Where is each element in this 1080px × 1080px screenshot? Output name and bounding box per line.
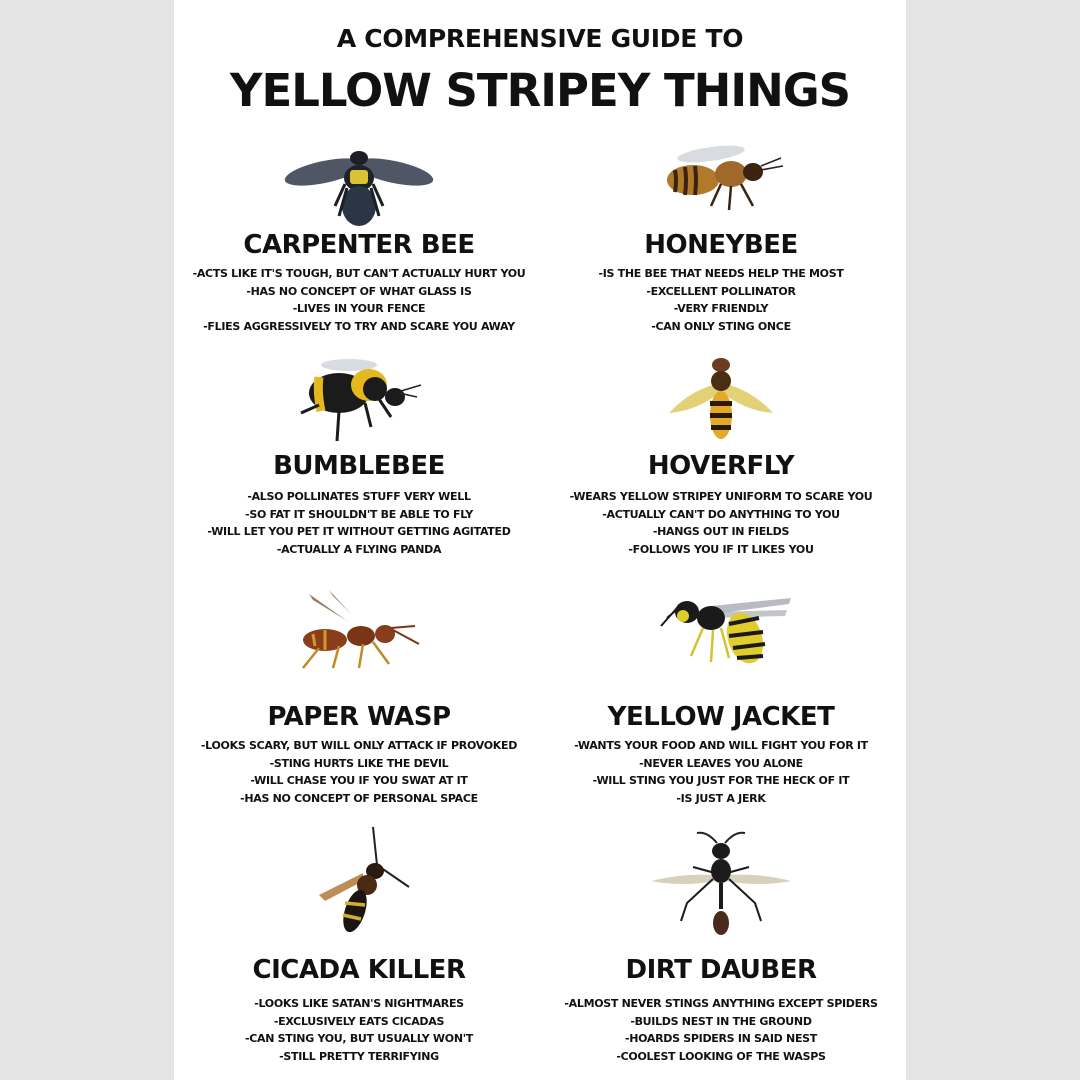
fact-line: -WILL CHASE YOU IF YOU SWAT AT IT bbox=[250, 774, 468, 787]
fact-line: -WILL LET YOU PET IT WITHOUT GETTING AGITATED bbox=[207, 525, 511, 538]
fact-line: -LOOKS SCARY, BUT WILL ONLY ATTACK IF PROVOKED bbox=[200, 739, 518, 752]
fact-line: -EXCLUSIVELY EATS CICADAS bbox=[273, 1014, 445, 1028]
fact-line: -HAS NO CONCEPT OF WHAT GLASS IS bbox=[246, 284, 472, 298]
fact-line: -COOLEST LOOKING OF THE WASPS bbox=[616, 1049, 826, 1063]
fact-line: -ACTUALLY CAN'T DO ANYTHING TO YOU bbox=[602, 507, 840, 521]
insect-name: CICADA KILLER bbox=[252, 955, 466, 985]
insect-name: BUMBLEBEE bbox=[273, 451, 445, 481]
honeybee-icon bbox=[641, 140, 801, 230]
insect-facts bbox=[174, 265, 544, 335]
poster-title: YELLOW STRIPEY THINGS bbox=[229, 64, 851, 117]
hoverfly-icon bbox=[641, 355, 801, 445]
fact-line: -ACTUALLY A FLYING PANDA bbox=[276, 542, 442, 556]
insect-name: HONEYBEE bbox=[644, 230, 798, 260]
fact-line: -STING HURTS LIKE THE DEVIL bbox=[269, 756, 449, 770]
insect-name: DIRT DAUBER bbox=[625, 955, 817, 985]
insect-facts bbox=[174, 488, 544, 558]
fact-line: -HANGS OUT IN FIELDS bbox=[652, 525, 790, 538]
fact-line: -NEVER LEAVES YOU ALONE bbox=[639, 756, 803, 770]
fact-line: -FLIES AGGRESSIVELY TO TRY AND SCARE YOU AWAY bbox=[203, 319, 515, 333]
fact-line: -ALSO POLLINATES STUFF VERY WELL bbox=[247, 490, 471, 503]
fact-line: -IS THE BEE THAT NEEDS HELP THE MOST bbox=[598, 267, 844, 280]
cicada-killer-icon bbox=[279, 815, 439, 945]
poster-subtitle: A COMPREHENSIVE GUIDE TO bbox=[336, 24, 744, 53]
insect-name: YELLOW JACKET bbox=[607, 702, 835, 732]
insect-name: CARPENTER BEE bbox=[243, 230, 475, 260]
fact-line: -WILL STING YOU JUST FOR THE HECK OF IT bbox=[592, 774, 850, 787]
insect-facts bbox=[536, 265, 906, 335]
bumblebee-icon bbox=[279, 355, 439, 445]
yellow-jacket-icon bbox=[641, 578, 801, 688]
fact-line: -BUILDS NEST IN THE GROUND bbox=[630, 1014, 812, 1028]
fact-line: -HOARDS SPIDERS IN SAID NEST bbox=[624, 1032, 817, 1045]
fact-line: -CAN ONLY STING ONCE bbox=[651, 319, 791, 333]
insect-facts bbox=[174, 737, 544, 807]
fact-line: -WEARS YELLOW STRIPEY UNIFORM TO SCARE YOU bbox=[569, 490, 873, 503]
fact-line: -FOLLOWS YOU IF IT LIKES YOU bbox=[628, 542, 814, 556]
paper-wasp-icon bbox=[279, 578, 439, 688]
insect-name: PAPER WASP bbox=[267, 702, 451, 732]
fact-line: -SO FAT IT SHOULDN'T BE ABLE TO FLY bbox=[245, 507, 473, 521]
fact-line: -STILL PRETTY TERRIFYING bbox=[279, 1049, 439, 1063]
fact-line: -EXCELLENT POLLINATOR bbox=[646, 284, 796, 298]
fact-line: -LIVES IN YOUR FENCE bbox=[292, 302, 426, 315]
insect-facts bbox=[174, 995, 544, 1065]
carpenter-bee-icon bbox=[279, 144, 439, 234]
insect-facts bbox=[536, 995, 906, 1065]
fact-line: -IS JUST A JERK bbox=[676, 791, 766, 805]
fact-line: -ACTS LIKE IT'S TOUGH, BUT CAN'T ACTUALLY HURT YOU bbox=[192, 267, 526, 280]
insect-facts bbox=[536, 737, 906, 807]
dirt-dauber-icon bbox=[641, 815, 801, 945]
fact-line: -ALMOST NEVER STINGS ANYTHING EXCEPT SPIDERS bbox=[564, 997, 878, 1010]
fact-line: -WANTS YOUR FOOD AND WILL FIGHT YOU FOR IT bbox=[574, 739, 868, 752]
insect-name: HOVERFLY bbox=[647, 451, 795, 481]
fact-line: -CAN STING YOU, BUT USUALLY WON'T bbox=[244, 1032, 473, 1045]
fact-line: -VERY FRIENDLY bbox=[673, 302, 769, 315]
fact-line: -HAS NO CONCEPT OF PERSONAL SPACE bbox=[240, 791, 478, 805]
fact-line: -LOOKS LIKE SATAN'S NIGHTMARES bbox=[254, 997, 464, 1010]
insect-facts bbox=[536, 488, 906, 558]
guide-poster bbox=[174, 0, 906, 1080]
